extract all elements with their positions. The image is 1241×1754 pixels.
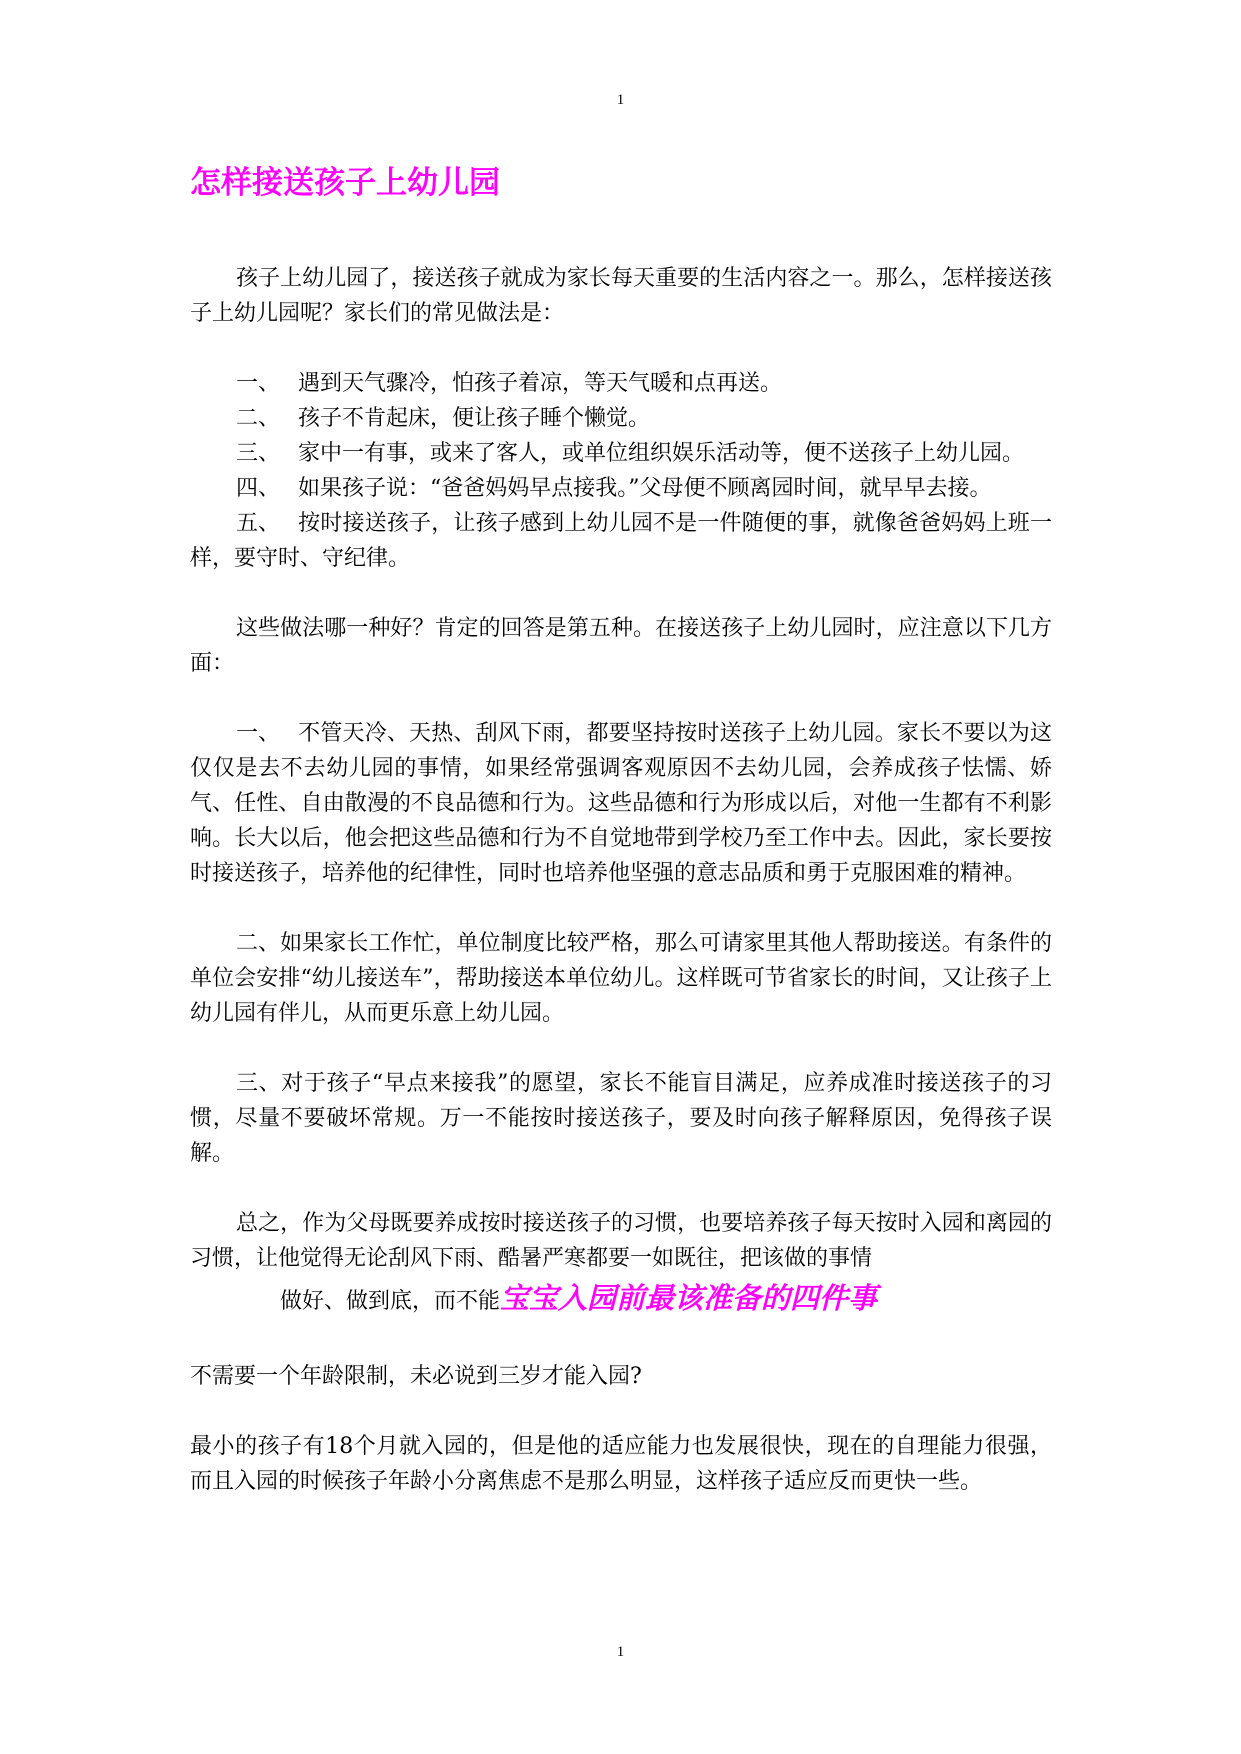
point-paragraph-2: 二、如果家长工作忙，单位制度比较严格，那么可请家里其他人帮助接送。有条件的单位会安排“幼儿接送车”，帮助接送本单位幼儿。这样既可节省家长的时间，又让孩子上幼儿园有伴儿，从而更乐意上幼儿园。 — [190, 931, 1052, 1026]
practice-text: 如果孩子说：“爸爸妈妈早点接我。”父母便不顾离园时间，就早早去接。 — [298, 476, 992, 501]
spacer — [190, 1394, 1052, 1429]
practice-item-3 — [190, 436, 1052, 471]
practice-item-1 — [190, 366, 1052, 401]
practice-text: 按时接送孩子，让孩子感到上幼儿园不是一件随便的事，就像爸爸妈妈上班一样，要守时、守纪律。 — [190, 511, 1052, 571]
spacer — [190, 206, 1052, 261]
practice-number: 二、 — [236, 406, 281, 431]
intro-paragraph: 孩子上幼儿园了，接送孩子就成为家长每天重要的生活内容之一。那么，怎样接送孩子上幼儿园呢？家长们的常见做法是： — [190, 266, 1052, 326]
spacer — [190, 1171, 1052, 1206]
practice-text: 孩子不肯起床，便让孩子睡个懒觉。 — [298, 406, 651, 431]
practice-number: 一、 — [236, 371, 281, 396]
section-subtitle: 宝宝入园前最该准备的四件事 — [500, 1281, 878, 1315]
spacer — [190, 681, 1052, 716]
practice-number: 五、 — [236, 511, 281, 536]
spacer — [190, 331, 1052, 366]
conclusion-paragraph: 总之，作为父母既要养成按时接送孩子的习惯，也要培养孩子每天按时入园和离园的习惯，让他觉得无论刮风下雨、酷暑严寒都要一如既往，把该做的事情 — [190, 1211, 1052, 1271]
closing-text: 做好、做到底，而不能 — [280, 1289, 501, 1314]
section2-paragraph-1: 不需要一个年龄限制，未必说到三岁才能入园? — [190, 1364, 642, 1389]
practice-text: 家中一有事，或来了客人，或单位组织娱乐活动等，便不送孩子上幼儿园。 — [298, 441, 1025, 466]
closing-line — [190, 1276, 1052, 1324]
point-number: 一、 — [236, 721, 281, 746]
practice-text: 遇到天气骤冷，怕孩子着凉，等天气暖和点再送。 — [298, 371, 783, 396]
spacer — [190, 891, 1052, 926]
point-paragraph-3: 三、对于孩子“早点来接我”的愿望，家长不能盲目满足，应养成准时接送孩子的习惯，尽量不要破坏常规。万一不能按时接送孩子，要及时向孩子解释原因，免得孩子误解。 — [190, 1071, 1052, 1166]
practice-number: 四、 — [236, 476, 281, 501]
practice-number: 三、 — [236, 441, 281, 466]
practice-item-4 — [190, 471, 1052, 506]
point-text: 不管天冷、天热、刮风下雨，都要坚持按时送孩子上幼儿园。家长不要以为这仅仅是去不去幼儿园的事情，如果经常强调客观原因不去幼儿园，会养成孩子怯懦、娇气、任性、自由散漫的不良品德和行为。这些品德和行为形成以后，对他一生都有不利影响。长大以后，他会把这些品德和行为不自觉地带到学校乃至工作中去。因此，家长要按时接送孩子，培养他的纪律性，同时也培养他坚强的意志品质和勇于克服困难的精神。 — [190, 721, 1052, 886]
section2-paragraph-2: 最小的孩子有18个月就入园的，但是他的适应能力也发展很快，现在的自理能力很强，而且入园的时候孩子年龄小分离焦虑不是那么明显，这样孩子适应反而更快一些。 — [190, 1434, 1052, 1494]
spacer — [190, 576, 1052, 611]
spacer — [190, 1031, 1052, 1066]
page-number-top: 1 — [616, 92, 625, 108]
document-body — [190, 160, 1052, 1499]
spacer — [190, 1324, 1052, 1359]
question-paragraph: 这些做法哪一种好？肯定的回答是第五种。在接送孩子上幼儿园时，应注意以下几方面： — [190, 616, 1052, 676]
practice-item-2 — [190, 401, 1052, 436]
document-title: 怎样接送孩子上幼儿园 — [190, 165, 500, 201]
point-paragraph-1 — [190, 716, 1052, 891]
practice-item-5 — [190, 506, 1052, 576]
page-number-bottom: 1 — [616, 1644, 625, 1660]
